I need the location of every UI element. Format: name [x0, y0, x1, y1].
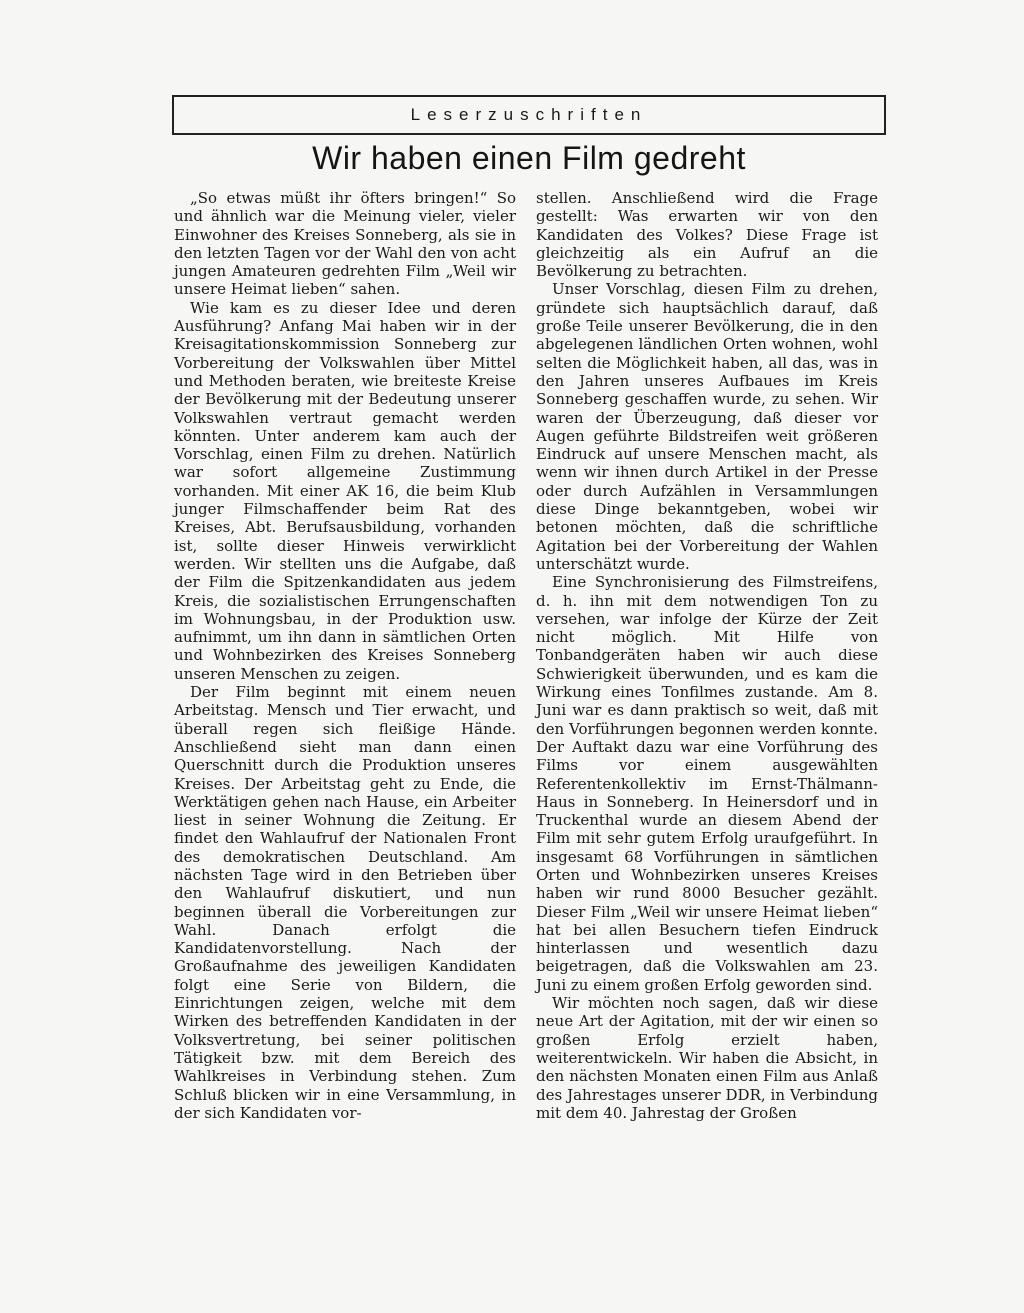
left-column — [174, 189, 516, 1122]
paragraph: Unser Vorschlag, diesen Film zu drehen, gründete sich hauptsächlich darauf, daß große Teile unserer Bevölkerung, die in den abgelegenen ländlichen Orten wohnen, wohl selten die Möglichkeit haben, all das, was in den Jahren unseres Aufbaues im Kreis Sonneberg geschaffen wurde, zu sehen. Wir waren der Überzeugung, daß dieser vor Augen geführte Bildstreifen weit größeren Eindruck auf unsere Menschen macht, als wenn wir ihnen durch Artikel in der Presse oder durch Aufzählen in Versammlungen diese Dinge bekanntgeben, wobei wir betonen möchten, daß die schriftliche Agitation bei der Vorbereitung der Wahlen unterschätzt wurde. — [536, 280, 878, 573]
paragraph: Wie kam es zu dieser Idee und deren Ausführung? Anfang Mai haben wir in der Kreisagitationskommission Sonneberg zur Vorbereitung der Volkswahlen über Mittel und Methoden beraten, wie breiteste Kreise der Bevölkerung mit der Bedeutung unserer Volkswahlen vertraut gemacht werden könnten. Unter anderem kam auch der Vorschlag, einen Film zu drehen. Natürlich war sofort allgemeine Zustimmung vorhanden. Mit einer AK 16, die beim Klub junger Filmschaffender beim Rat des Kreises, Abt. Berufsausbildung, vorhanden ist, sollte dieser Hinweis verwirklicht werden. Wir stellten uns die Aufgabe, daß der Film die Spitzenkandidaten aus jedem Kreis, die sozialistischen Errungenschaften im Wohnungsbau, in der Produktion usw. aufnimmt, um ihn dann in sämtlichen Orten und Wohnbezirken des Kreises Sonneberg unseren Menschen zu zeigen. — [174, 298, 516, 683]
paragraph: Eine Synchronisierung des Filmstreifens, d. h. ihn mit dem notwendigen Ton zu versehen, war infolge der Kürze der Zeit nicht möglich. Mit Hilfe von Tonbandgeräten haben wir auch diese Schwierigkeit überwunden, und es kam die Wirkung eines Tonfilmes zustande. Am 8. Juni war es dann praktisch so weit, daß mit den Vorführungen begonnen werden konnte. Der Auftakt dazu war eine Vorführung des Films vor einem ausgewählten Referentenkollektiv im Ernst-Thälmann-Haus in Sonneberg. In Heinersdorf und in Truckenthal wurde an diesem Abend der Film mit sehr gutem Erfolg uraufgeführt. In insgesamt 68 Vorführungen in sämtlichen Orten und Wohnbezirken unseres Kreises haben wir rund 8000 Besucher gezählt. Dieser Film „Weil wir unsere Heimat lieben“ hat bei allen Besuchern tiefen Eindruck hinterlassen und wesentlich dazu beigetragen, daß die Volkswahlen am 23. Juni zu einem großen Erfolg geworden sind. — [536, 573, 878, 994]
paragraph-continued: stellen. Anschließend wird die Frage gestellt: Was erwarten wir von den Kandidaten des Volkes? Diese Frage ist gleichzeitig als ein Aufruf an die Bevölkerung zu betrachten. — [536, 189, 878, 281]
paragraph: Wir möchten noch sagen, daß wir diese neue Art der Agitation, mit der wir einen so großen Erfolg erzielt haben, weiterentwickeln. Wir haben die Absicht, in den nächsten Monaten einen Film aus Anlaß des Jahrestages unserer DDR, in Verbindung mit dem 40. Jahrestag der Großen — [536, 994, 878, 1122]
section-header-box — [172, 95, 886, 135]
article-title: Wir haben einen Film gedreht — [312, 140, 746, 176]
section-label: Leserzuschriften — [410, 105, 648, 124]
paragraph: Der Film beginnt mit einem neuen Arbeitstag. Mensch und Tier erwacht, und überall regen sich fleißige Hände. Anschließend sieht man dann einen Querschnitt durch die Produktion unseres Kreises. Der Arbeitstag geht zu Ende, die Werktätigen gehen nach Hause, ein Arbeiter liest in seiner Wohnung die Zeitung. Er findet den Wahlaufruf der Nationalen Front des demokratischen Deutschland. Am nächsten Tage wird in den Betrieben über den Wahlaufruf diskutiert, und nun beginnen überall die Vorbereitungen zur Wahl. Danach erfolgt die Kandidatenvorstellung. Nach der Großaufnahme des jeweiligen Kandidaten folgt eine Serie von Bildern, die Einrichtungen zeigen, welche mit dem Wirken des betreffenden Kandidaten in der Volksvertretung, bei seiner politischen Tätigkeit bzw. mit dem Bereich des Wahlkreises in Verbindung stehen. Zum Schluß blicken wir in eine Versammlung, in der sich Kandidaten vor- — [174, 683, 516, 1122]
right-column — [536, 189, 878, 1122]
paragraph: „So etwas müßt ihr öfters bringen!“ So und ähnlich war die Meinung vieler, vieler Einwohner des Kreises Sonneberg, als sie in den letzten Tagen vor der Wahl den von acht jungen Amateuren gedrehten Film „Weil wir unsere Heimat lieben“ sahen. — [174, 189, 516, 299]
